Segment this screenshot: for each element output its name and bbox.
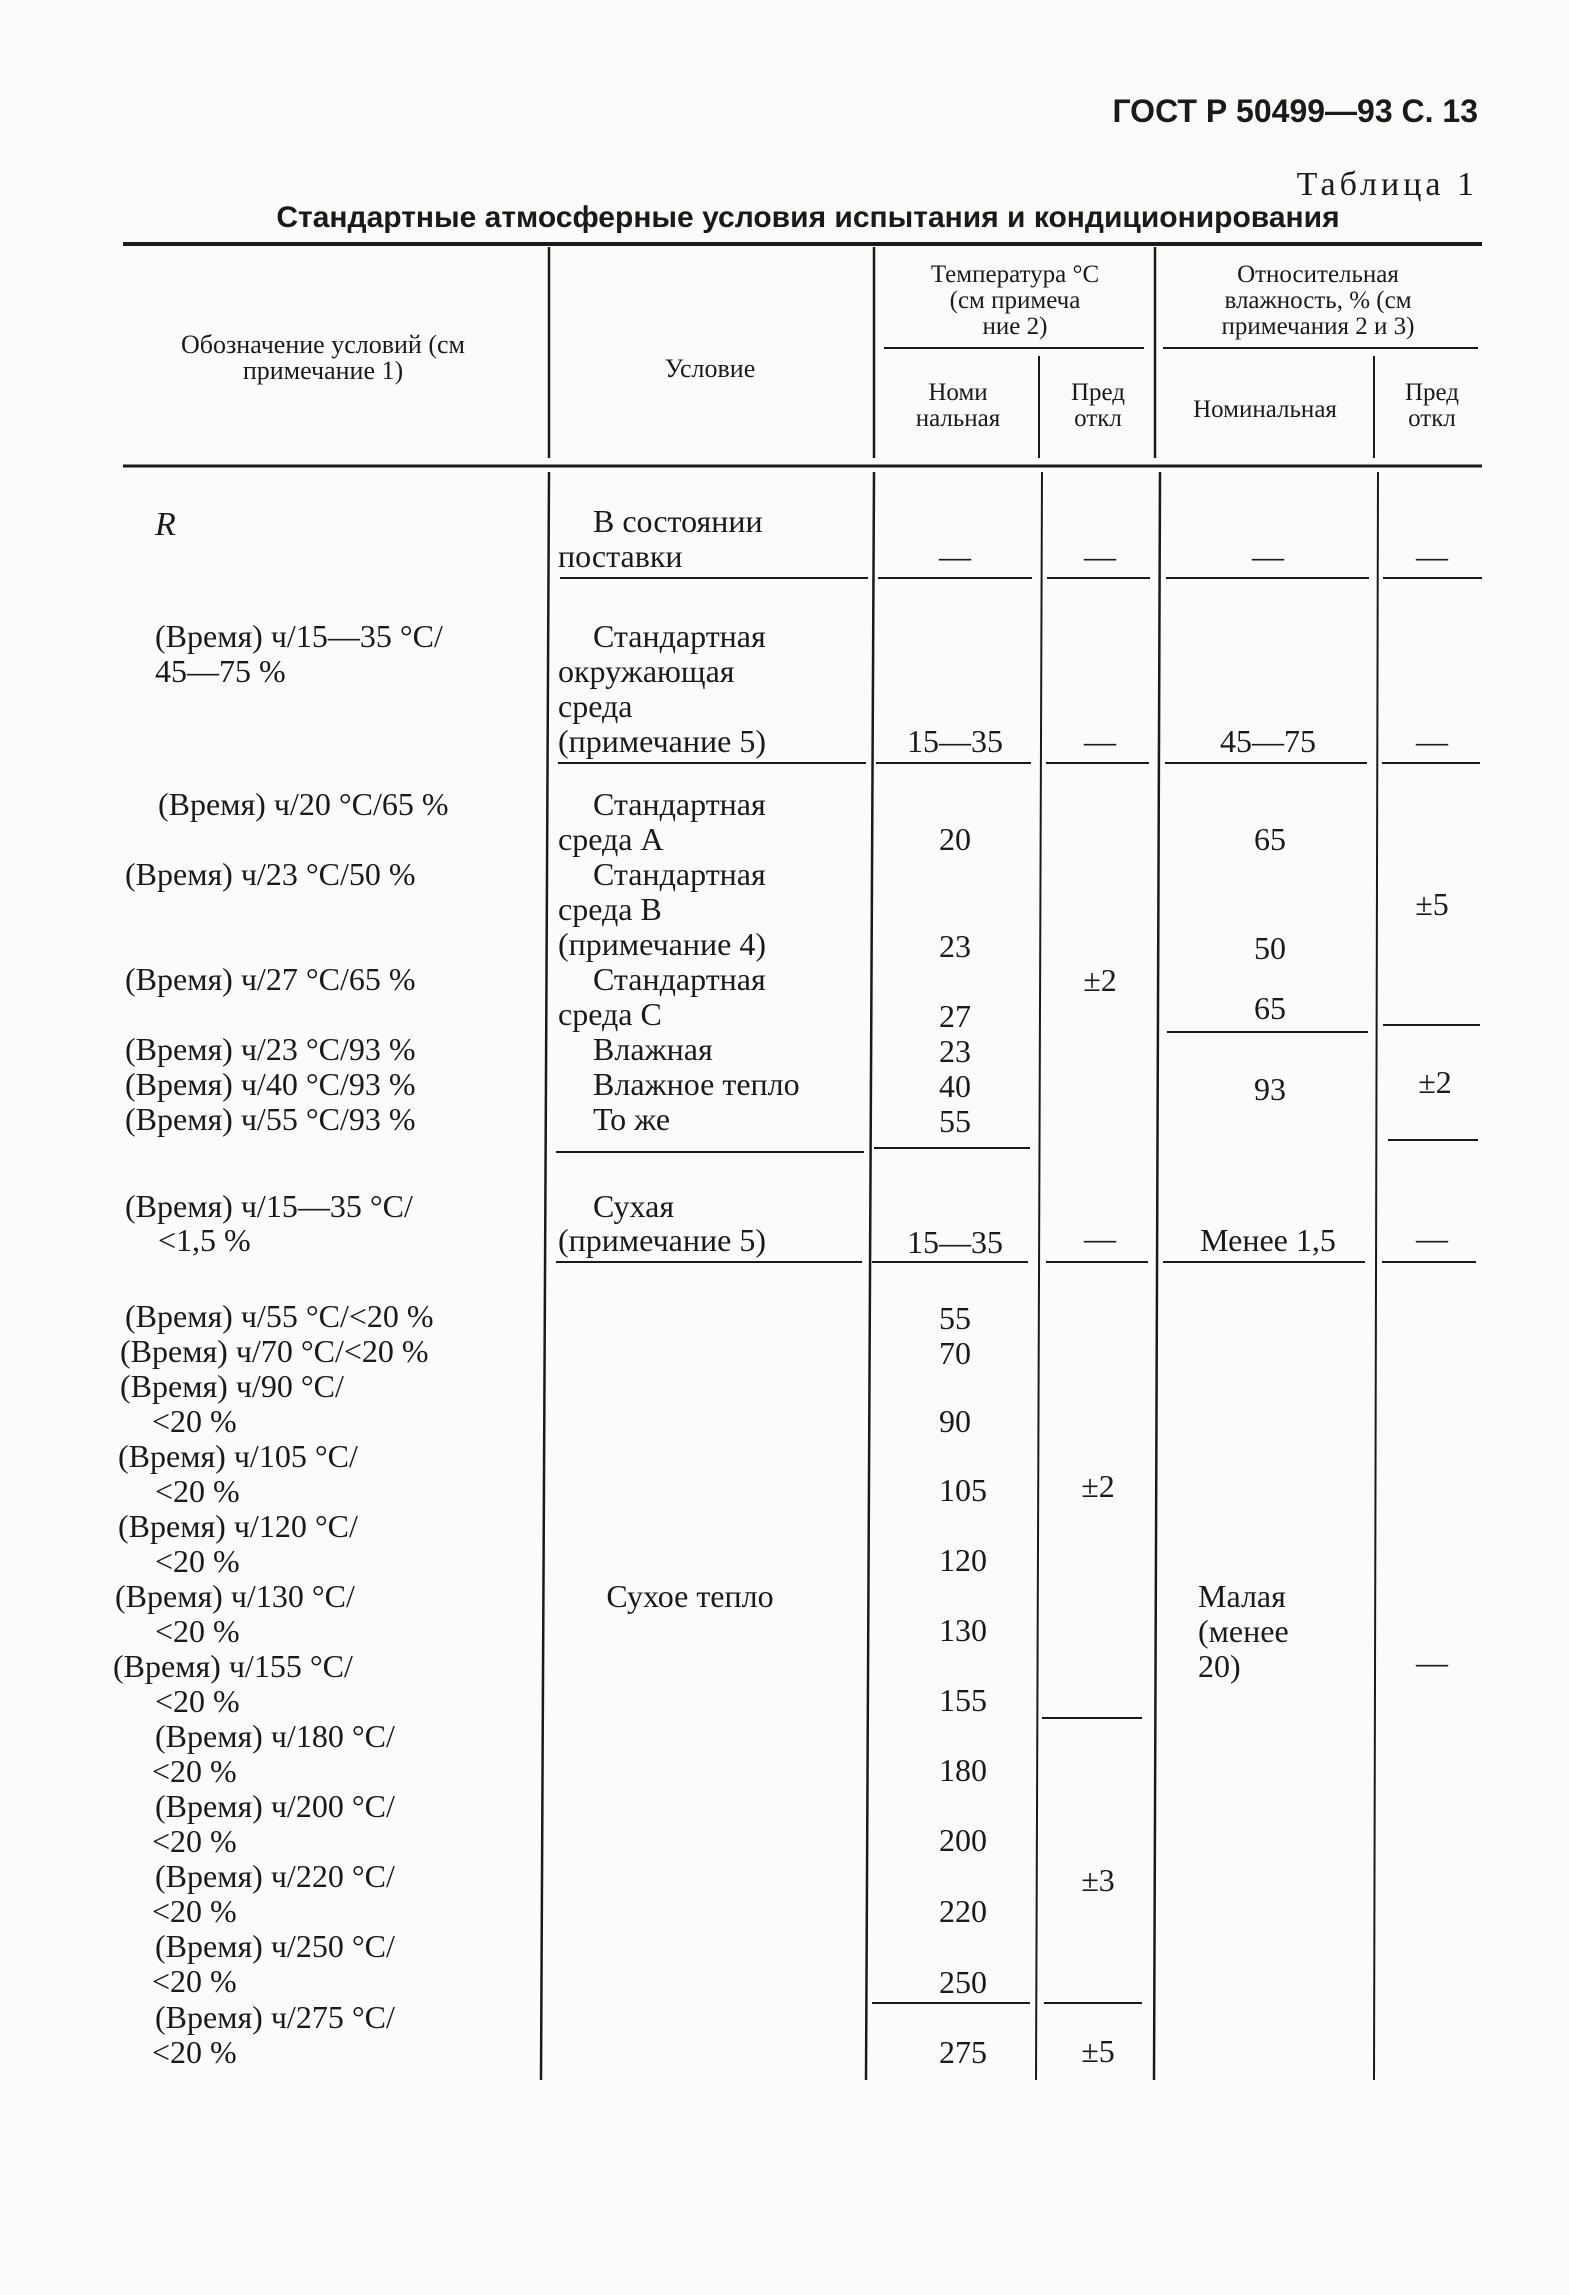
header-temp-nominal-2: нальная bbox=[915, 405, 1001, 432]
dry-heat-item-temp: 90 bbox=[939, 1403, 971, 1439]
r-temp-dev: — bbox=[1084, 538, 1116, 574]
header-temp-deviation: Пред bbox=[1070, 379, 1126, 406]
header-temperature-note: (см примеча bbox=[949, 287, 1081, 314]
r-hum-dev: — bbox=[1416, 538, 1448, 574]
dry-heat-item-designation-2: <20 % bbox=[152, 1403, 237, 1439]
header-condition: Условие bbox=[664, 354, 756, 383]
dry-heat-item-designation: (Время) ч/70 °С/<20 % bbox=[120, 1333, 429, 1369]
designation-r: R bbox=[155, 506, 176, 543]
dry-heat-item-designation-2: <20 % bbox=[152, 1753, 237, 1789]
condition-dry-heat: Сухое тепло bbox=[606, 1578, 774, 1614]
dry-heat-item-temp: 70 bbox=[939, 1335, 971, 1371]
header-hum-deviation: Пред bbox=[1404, 379, 1460, 406]
dry-heat-item-designation: (Время) ч/105 °С/ bbox=[118, 1438, 358, 1474]
dry-heat-item-designation-2: <20 % bbox=[152, 1823, 237, 1859]
dry-heat-item-temp: 105 bbox=[939, 1472, 987, 1508]
standard-temp-dev: — bbox=[1084, 723, 1116, 759]
condition-standard-2: окружающая bbox=[558, 653, 735, 689]
dry-heat-dev-c: ±5 bbox=[1081, 2033, 1115, 2069]
dry-heat-item-designation-2: <20 % bbox=[155, 1613, 240, 1649]
dry-heat-item-designation: (Время) ч/220 °С/ bbox=[155, 1858, 395, 1894]
condition-humid: Влажная bbox=[593, 1031, 713, 1067]
dry-heat-hum: Малая bbox=[1198, 1578, 1286, 1614]
dry-heat-item-temp: 130 bbox=[939, 1612, 987, 1648]
dry-heat-item-temp: 120 bbox=[939, 1542, 987, 1578]
dry-heat-item-designation: (Время) ч/180 °С/ bbox=[155, 1718, 395, 1754]
header-temperature-note-2: ние 2) bbox=[982, 313, 1048, 340]
table-label: Таблица 1 bbox=[1296, 166, 1478, 203]
dry-heat-item-designation-2: <20 % bbox=[155, 1473, 240, 1509]
header-hum-deviation-2: откл bbox=[1408, 405, 1456, 432]
humid-hum-dev: ±2 bbox=[1418, 1064, 1452, 1100]
condition-dry-2: (примечание 5) bbox=[558, 1222, 766, 1258]
dry-heat-item-temp: 200 bbox=[939, 1822, 987, 1858]
dry-heat-item-designation-2: <20 % bbox=[155, 1683, 240, 1719]
designation-env-b: (Время) ч/23 °С/50 % bbox=[125, 856, 416, 892]
dry-heat-hum-2: (менее bbox=[1198, 1613, 1289, 1649]
designation-dry: (Время) ч/15—35 °С/ bbox=[125, 1188, 413, 1224]
dry-heat-dev-b: ±3 bbox=[1081, 1862, 1115, 1898]
dry-heat-item-designation: (Время) ч/120 °С/ bbox=[118, 1508, 358, 1544]
header-temp-nominal: Номи bbox=[928, 379, 988, 406]
header-humidity: Относительная bbox=[1237, 261, 1399, 288]
header-hum-nominal: Номинальная bbox=[1193, 396, 1337, 423]
condition-same: То же bbox=[593, 1101, 671, 1137]
designation-env-c: (Время) ч/27 °С/65 % bbox=[125, 961, 416, 997]
designation-env-a: (Время) ч/20 °С/65 % bbox=[158, 786, 449, 822]
designation-damp-heat: (Время) ч/40 °С/93 % bbox=[125, 1066, 416, 1102]
dry-heat-hum-3: 20) bbox=[1198, 1648, 1241, 1684]
header-humidity-note-2: примечания 2 и 3) bbox=[1221, 313, 1415, 340]
condition-standard: Стандартная bbox=[593, 618, 766, 654]
header-humidity-note: влажность, % (см bbox=[1224, 287, 1412, 314]
r-hum: — bbox=[1252, 538, 1284, 574]
humid-hum: 93 bbox=[1254, 1071, 1286, 1107]
condition-env-b-3: (примечание 4) bbox=[558, 926, 766, 962]
dry-heat-item-designation: (Время) ч/275 °С/ bbox=[155, 1999, 395, 2035]
dry-heat-item-temp: 275 bbox=[939, 2034, 987, 2070]
dry-heat-item-designation-2: <20 % bbox=[152, 1963, 237, 1999]
header-temperature: Температура °С bbox=[930, 261, 1100, 288]
header-designation-note: примечание 1) bbox=[242, 356, 404, 385]
dry-heat-item-designation: (Время) ч/155 °С/ bbox=[113, 1648, 353, 1684]
env-c-temp: 27 bbox=[939, 998, 971, 1034]
table-title: Стандартные атмосферные условия испытания и кондиционирования bbox=[276, 201, 1340, 234]
designation-same: (Время) ч/55 °С/93 % bbox=[125, 1101, 416, 1137]
dry-hum-dev: — bbox=[1416, 1220, 1448, 1256]
condition-standard-3: среда bbox=[558, 688, 633, 724]
condition-env-a-2: среда А bbox=[558, 821, 664, 857]
designation-humid: (Время) ч/23 °С/93 % bbox=[125, 1031, 416, 1067]
env-b-temp: 23 bbox=[939, 928, 971, 964]
env-c-hum: 65 bbox=[1254, 990, 1286, 1026]
dry-heat-item-designation-2: <20 % bbox=[152, 1893, 237, 1929]
designation-dry-2: <1,5 % bbox=[158, 1222, 251, 1258]
damp-heat-temp: 40 bbox=[939, 1068, 971, 1104]
condition-env-c-2: среда С bbox=[558, 996, 662, 1032]
dry-temp: 15—35 bbox=[907, 1224, 1003, 1260]
condition-delivery-2: поставки bbox=[558, 538, 683, 574]
dry-heat-hum-dev: — bbox=[1416, 1644, 1448, 1680]
r-temp: — bbox=[939, 538, 971, 574]
page-header: ГОСТ Р 50499—93 С. 13 bbox=[1112, 93, 1478, 129]
header-temp-deviation-2: откл bbox=[1074, 405, 1122, 432]
dry-heat-item-temp: 180 bbox=[939, 1752, 987, 1788]
condition-env-c: Стандартная bbox=[593, 961, 766, 997]
condition-env-b-2: среда В bbox=[558, 891, 662, 927]
condition-standard-4: (примечание 5) bbox=[558, 723, 766, 759]
dry-heat-item-designation-2: <20 % bbox=[152, 2034, 237, 2070]
env-a-temp: 20 bbox=[939, 821, 971, 857]
same-temp: 55 bbox=[939, 1103, 971, 1139]
dry-heat-item-designation: (Время) ч/90 °С/ bbox=[120, 1368, 344, 1404]
dry-heat-item-designation-2: <20 % bbox=[155, 1543, 240, 1579]
condition-delivery: В состоянии bbox=[593, 503, 763, 539]
dry-heat-item-designation: (Время) ч/130 °С/ bbox=[115, 1578, 355, 1614]
dry-temp-dev: — bbox=[1084, 1220, 1116, 1256]
standard-hum-dev: — bbox=[1416, 723, 1448, 759]
standard-hum: 45—75 bbox=[1220, 723, 1316, 759]
env-a-hum: 65 bbox=[1254, 821, 1286, 857]
dry-heat-dev-a: ±2 bbox=[1081, 1468, 1115, 1504]
designation-standard-2: 45—75 % bbox=[155, 653, 286, 689]
dry-heat-item-temp: 250 bbox=[939, 1964, 987, 2000]
dry-heat-item-temp: 155 bbox=[939, 1682, 987, 1718]
condition-dry: Сухая bbox=[593, 1188, 675, 1224]
dry-heat-item-temp: 220 bbox=[939, 1893, 987, 1929]
env-hum-dev: ±5 bbox=[1415, 886, 1449, 922]
dry-heat-item-designation: (Время) ч/55 °С/<20 % bbox=[125, 1298, 434, 1334]
dry-hum: Менее 1,5 bbox=[1200, 1222, 1336, 1258]
condition-env-b: Стандартная bbox=[593, 856, 766, 892]
condition-damp-heat: Влажное тепло bbox=[593, 1066, 800, 1102]
standard-temp: 15—35 bbox=[907, 723, 1003, 759]
env-temp-dev: ±2 bbox=[1083, 962, 1117, 998]
dry-heat-item-designation: (Время) ч/200 °С/ bbox=[155, 1788, 395, 1824]
dry-heat-item-designation: (Время) ч/250 °С/ bbox=[155, 1928, 395, 1964]
designation-standard: (Время) ч/15—35 °С/ bbox=[155, 618, 443, 654]
condition-env-a: Стандартная bbox=[593, 786, 766, 822]
env-b-hum: 50 bbox=[1254, 930, 1286, 966]
humid-temp: 23 bbox=[939, 1033, 971, 1069]
header-designation: Обозначение условий (см bbox=[181, 330, 465, 359]
dry-heat-item-temp: 55 bbox=[939, 1300, 971, 1336]
